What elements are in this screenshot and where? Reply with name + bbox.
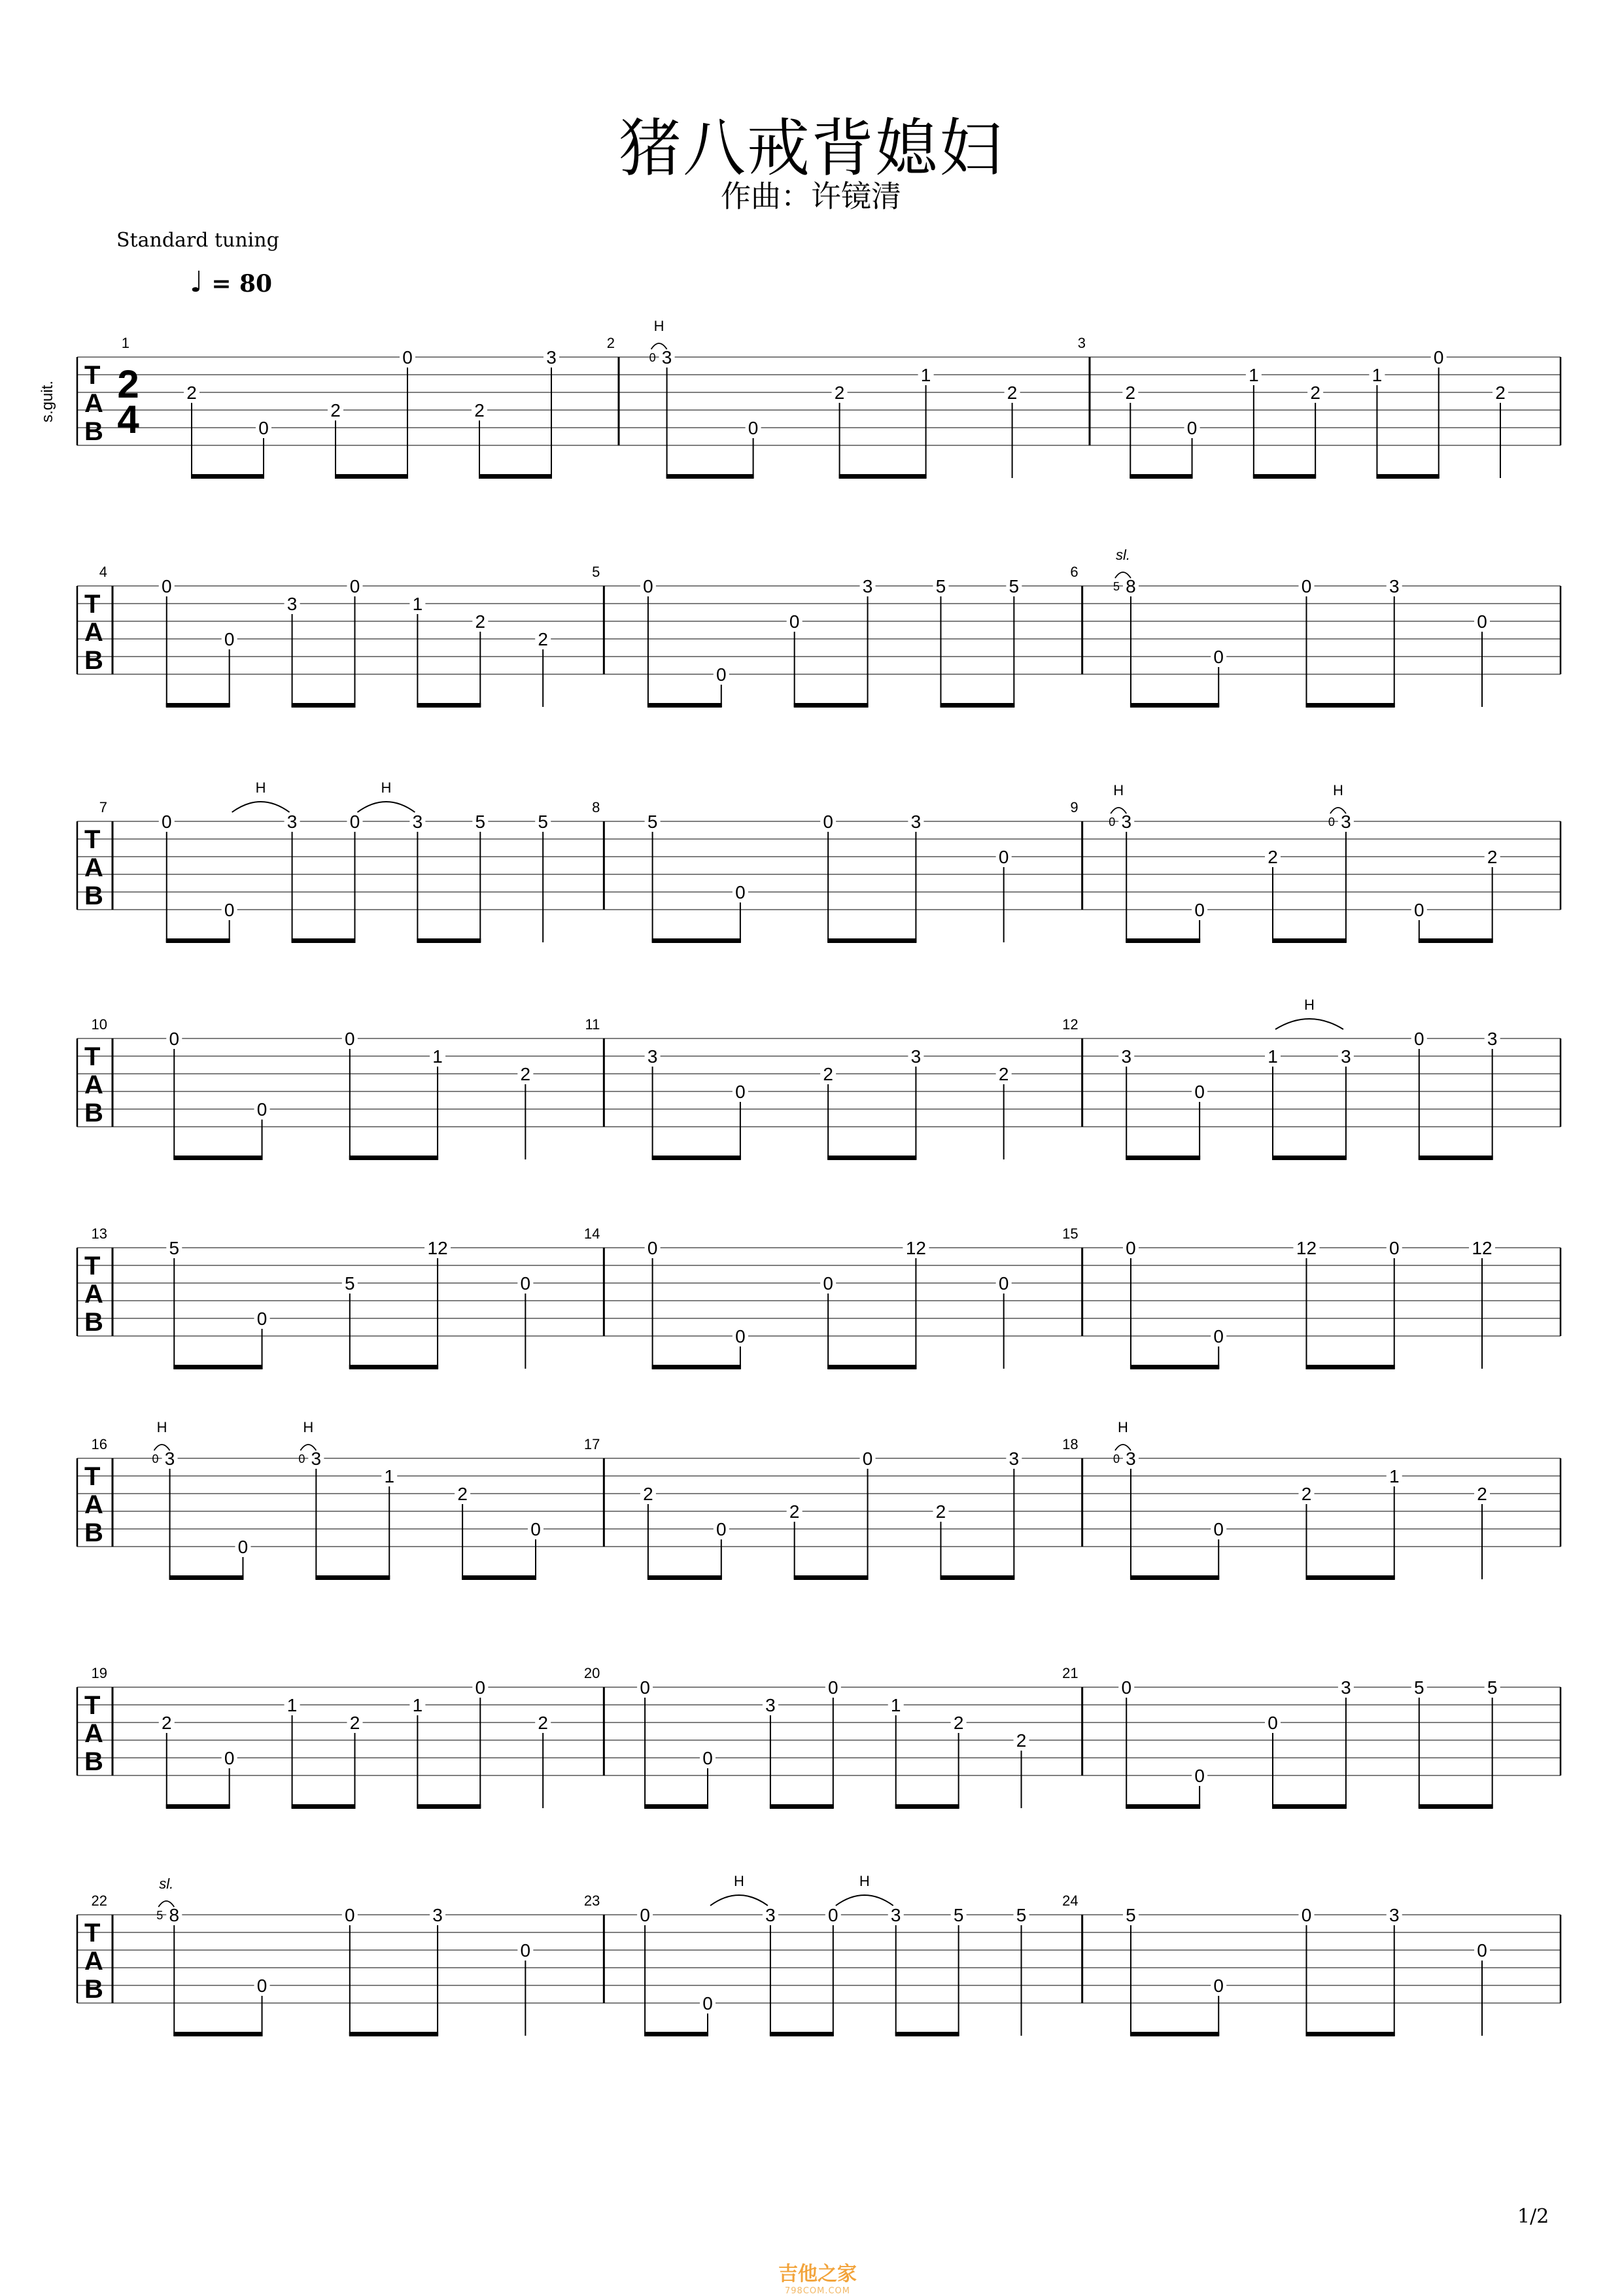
tab-clef-a: A	[84, 1947, 103, 1976]
fret-number: 3	[432, 1905, 443, 1925]
fret-number: 0	[716, 664, 727, 685]
note-beam	[770, 1804, 834, 1809]
fret-number: 1	[920, 365, 931, 385]
fret-number: 2	[520, 1064, 531, 1084]
note-beam	[827, 1156, 916, 1160]
note-beam	[770, 2032, 834, 2036]
watermark-text: 吉他之家	[778, 2263, 857, 2286]
fret-number: 3	[1341, 812, 1351, 832]
hammer-on-arc	[357, 802, 415, 812]
fret-number: 0	[1194, 1766, 1205, 1786]
tab-clef-a: A	[84, 853, 103, 882]
measure-number: 15	[1062, 1225, 1078, 1242]
fret-number: 1	[286, 1695, 298, 1715]
instrument-label: s.guit.	[39, 380, 56, 423]
note-beam	[349, 1365, 438, 1369]
quarter-note-icon: ♩	[190, 266, 203, 299]
fret-number: 0	[640, 1905, 650, 1925]
fret-number: 3	[286, 812, 298, 832]
measure-number: 9	[1070, 799, 1078, 815]
tab-clef-a: A	[84, 1490, 103, 1519]
note-beam	[666, 474, 754, 479]
tab-clef-t: T	[84, 1252, 101, 1280]
fret-number: 5	[169, 1238, 180, 1258]
page-number: 1/2	[1517, 2205, 1549, 2228]
fret-number: 2	[953, 1713, 964, 1733]
measure-number: 22	[91, 1893, 107, 1909]
fret-number: 0	[224, 900, 235, 920]
fret-number: 8	[169, 1905, 180, 1925]
fret-number: 3	[1126, 1448, 1136, 1469]
fret-number: 0	[402, 347, 413, 368]
note-beam	[1305, 1365, 1394, 1369]
fret-number: 0	[256, 1309, 267, 1329]
fret-number: 3	[286, 594, 298, 614]
composer-credit: 作曲：许镜清	[721, 179, 901, 214]
note-beam	[173, 2032, 262, 2036]
tab-clef-b: B	[84, 646, 103, 675]
note-beam	[827, 1365, 916, 1369]
note-beam	[292, 703, 356, 708]
note-beam	[1130, 1575, 1219, 1580]
fret-number: 2	[1487, 847, 1498, 867]
fret-number: 5	[538, 812, 548, 832]
note-beam	[940, 703, 1014, 708]
fret-number: 0	[702, 1993, 713, 2013]
fret-number: 5	[647, 812, 658, 832]
fret-number: 1	[1372, 365, 1383, 385]
fret-number: 0	[998, 1273, 1009, 1294]
measure-number: 2	[606, 335, 615, 351]
note-beam	[794, 703, 869, 708]
fret-number: 0	[735, 882, 746, 902]
fret-number: 2	[823, 1064, 833, 1084]
fret-number: 2	[1007, 383, 1018, 403]
tab-clef-t: T	[84, 1691, 101, 1720]
fret-number: 3	[1341, 1046, 1351, 1067]
grace-fret: 0	[1328, 815, 1335, 829]
note-beam	[940, 1575, 1014, 1580]
measure-number: 20	[583, 1665, 600, 1681]
fret-number: 0	[349, 812, 360, 832]
fret-number: 2	[789, 1501, 800, 1522]
fret-number: 0	[828, 1905, 838, 1925]
tempo-value: = 80	[211, 270, 273, 298]
fret-number: 1	[412, 1695, 423, 1715]
technique-label: sl.	[159, 1876, 174, 1892]
fret-number: 3	[910, 1046, 922, 1067]
fret-number: 0	[1186, 418, 1198, 438]
fret-number: 1	[432, 1046, 443, 1067]
fret-number: 0	[1413, 1029, 1424, 1049]
technique-label: H	[1113, 782, 1124, 798]
hammer-on-arc	[232, 802, 290, 812]
note-beam	[1272, 1156, 1347, 1160]
fret-number: 0	[1268, 1713, 1278, 1733]
note-beam	[644, 2032, 708, 2036]
fret-number: 2	[935, 1501, 946, 1522]
fret-number: 1	[890, 1695, 901, 1715]
note-beam	[1419, 1156, 1493, 1160]
fret-number: 3	[546, 347, 557, 368]
fret-number: 5	[475, 812, 486, 832]
measure-number: 14	[583, 1225, 600, 1242]
tuning-label: Standard tuning	[116, 229, 279, 252]
note-beam	[644, 1804, 708, 1809]
fret-number: 0	[702, 1748, 713, 1768]
fret-number: 2	[834, 383, 845, 403]
fret-number: 0	[256, 1099, 267, 1120]
fret-number: 2	[186, 383, 197, 403]
note-beam	[1305, 2032, 1394, 2036]
fret-number: 2	[330, 400, 341, 420]
watermark-domain: 798COM.COM	[785, 2286, 850, 2296]
fret-number: 0	[862, 1448, 873, 1469]
note-beam	[1272, 1804, 1347, 1809]
measure-number: 17	[583, 1436, 600, 1452]
fret-number: 5	[1016, 1905, 1027, 1925]
note-beam	[417, 1804, 481, 1809]
technique-label: H	[859, 1873, 870, 1889]
fret-number: 0	[345, 1905, 355, 1925]
technique-label: H	[156, 1419, 167, 1435]
fret-number: 0	[1213, 1519, 1224, 1539]
measure-number: 3	[1077, 335, 1086, 351]
note-beam	[895, 2032, 959, 2036]
fret-number: 0	[735, 1082, 746, 1102]
fret-number: 0	[237, 1537, 249, 1557]
technique-label: H	[381, 780, 392, 796]
fret-number: 0	[1477, 1940, 1487, 1961]
fret-number: 0	[640, 1677, 650, 1698]
time-signature-bottom: 4	[117, 398, 139, 441]
fret-number: 0	[1213, 1326, 1224, 1346]
fret-number: 1	[1268, 1046, 1278, 1067]
fret-number: 0	[475, 1677, 486, 1698]
tab-clef-a: A	[84, 1071, 103, 1099]
technique-label: H	[255, 780, 266, 796]
fret-number: 0	[1194, 900, 1205, 920]
measure-number: 11	[585, 1016, 600, 1033]
note-beam	[349, 1156, 438, 1160]
fret-number: 0	[1301, 1905, 1312, 1925]
note-beam	[479, 474, 552, 479]
fret-number: 0	[828, 1677, 838, 1698]
fret-number: 0	[998, 847, 1009, 867]
fret-number: 0	[256, 1976, 267, 1996]
note-beam	[292, 1804, 356, 1809]
note-beam	[1376, 474, 1439, 479]
fret-number: 0	[520, 1940, 531, 1961]
fret-number: 3	[765, 1695, 776, 1715]
fret-number: 2	[457, 1484, 468, 1504]
note-beam	[349, 2032, 438, 2036]
tab-clef-a: A	[84, 1719, 103, 1748]
fret-number: 5	[1487, 1677, 1498, 1698]
fret-number: 2	[1125, 383, 1136, 403]
tab-clef-t: T	[84, 1919, 101, 1947]
fret-number: 2	[1268, 847, 1278, 867]
note-beam	[173, 1156, 262, 1160]
technique-label: H	[734, 1873, 744, 1889]
fret-number: 0	[349, 576, 360, 596]
tab-clef-t: T	[84, 1462, 101, 1491]
note-beam	[1272, 938, 1347, 943]
note-beam	[1305, 1575, 1394, 1580]
note-beam	[1419, 1804, 1493, 1809]
note-beam	[191, 474, 264, 479]
measure-number: 4	[99, 564, 107, 580]
measure-number: 1	[121, 335, 129, 351]
technique-label: H	[1304, 997, 1315, 1013]
fret-number: 0	[530, 1519, 541, 1539]
fret-number: 2	[1495, 383, 1506, 403]
fret-number: 2	[538, 1713, 548, 1733]
tab-clef-a: A	[84, 1280, 103, 1309]
fret-number: 12	[1296, 1238, 1317, 1258]
fret-number: 0	[789, 611, 800, 632]
note-beam	[166, 703, 230, 708]
fret-number: 3	[1487, 1029, 1498, 1049]
fret-number: 0	[161, 576, 172, 596]
fret-number: 8	[1126, 576, 1136, 596]
tab-clef-a: A	[84, 389, 103, 418]
measure-number: 16	[91, 1436, 107, 1452]
measure-number: 12	[1062, 1016, 1078, 1033]
note-beam	[173, 1365, 262, 1369]
note-beam	[827, 938, 916, 943]
grace-fret: 0	[1113, 1452, 1120, 1465]
grace-fret: 5	[1113, 580, 1120, 593]
fret-number: 5	[345, 1273, 355, 1294]
fret-number: 1	[412, 594, 423, 614]
fret-number: 2	[349, 1713, 360, 1733]
note-beam	[647, 1575, 722, 1580]
fret-number: 3	[1389, 1905, 1400, 1925]
fret-number: 0	[647, 1238, 658, 1258]
fret-number: 1	[384, 1466, 395, 1486]
tab-clef-t: T	[84, 590, 101, 619]
grace-fret: 0	[298, 1452, 305, 1465]
note-beam	[1130, 474, 1192, 479]
tab-clef-b: B	[84, 1099, 103, 1127]
tab-clef-b: B	[84, 1518, 103, 1547]
tab-clef-b: B	[84, 417, 103, 446]
grace-fret: 0	[152, 1452, 159, 1465]
tab-clef-t: T	[84, 825, 101, 854]
tab-clef-b: B	[84, 1308, 103, 1337]
technique-label: H	[1332, 782, 1343, 798]
fret-number: 3	[164, 1448, 175, 1469]
fret-number: 12	[905, 1238, 926, 1258]
note-beam	[166, 1804, 230, 1809]
fret-number: 0	[224, 1748, 235, 1768]
time-signature-top: 2	[117, 362, 139, 406]
note-beam	[462, 1575, 536, 1580]
measure-number: 24	[1062, 1893, 1078, 1909]
measure-number: 23	[583, 1893, 600, 1909]
fret-number: 2	[538, 629, 548, 649]
fret-number: 3	[1341, 1677, 1351, 1698]
fret-number: 0	[1126, 1238, 1136, 1258]
grace-fret: 5	[156, 1909, 164, 1922]
note-beam	[166, 938, 230, 943]
measure-number: 19	[91, 1665, 107, 1681]
note-beam	[895, 1804, 959, 1809]
fret-number: 3	[311, 1448, 322, 1469]
fret-number: 0	[643, 576, 653, 596]
grace-fret: 0	[649, 351, 656, 364]
fret-number: 3	[647, 1046, 658, 1067]
tab-clef-a: A	[84, 618, 103, 647]
measure-number: 7	[99, 799, 107, 815]
fret-number: 3	[765, 1905, 776, 1925]
note-beam	[1130, 2032, 1219, 2036]
fret-number: 0	[520, 1273, 531, 1294]
fret-number: 5	[935, 576, 946, 596]
fret-number: 1	[1389, 1466, 1400, 1486]
tab-clef-b: B	[84, 1975, 103, 2004]
note-beam	[1419, 938, 1493, 943]
fret-number: 3	[1389, 576, 1400, 596]
fret-number: 5	[1413, 1677, 1424, 1698]
fret-number: 2	[161, 1713, 172, 1733]
note-beam	[315, 1575, 390, 1580]
measure-number: 5	[592, 564, 600, 580]
measure-number: 10	[91, 1016, 107, 1033]
fret-number: 3	[910, 812, 922, 832]
measure-number: 18	[1062, 1436, 1078, 1452]
fret-number: 2	[475, 611, 486, 632]
note-beam	[1253, 474, 1316, 479]
note-beam	[652, 1156, 741, 1160]
note-beam	[1126, 938, 1200, 943]
fret-number: 2	[1016, 1730, 1027, 1751]
fret-number: 0	[1477, 611, 1487, 632]
fret-number: 2	[998, 1064, 1009, 1084]
fret-number: 2	[1310, 383, 1320, 403]
fret-number: 0	[716, 1519, 727, 1539]
fret-number: 0	[224, 629, 235, 649]
fret-number: 5	[1009, 576, 1020, 596]
hammer-on-arc	[836, 1895, 893, 1906]
tab-clef-t: T	[84, 1042, 101, 1071]
technique-label: H	[653, 318, 664, 334]
fret-number: 0	[1413, 900, 1424, 920]
technique-label: H	[303, 1419, 314, 1435]
fret-number: 12	[427, 1238, 448, 1258]
fret-number: 0	[161, 812, 172, 832]
fret-number: 2	[1477, 1484, 1487, 1504]
grace-fret: 0	[1109, 815, 1116, 829]
measure-number: 21	[1062, 1665, 1078, 1681]
hammer-on-arc	[1275, 1019, 1343, 1029]
technique-label: sl.	[1115, 547, 1130, 563]
measure-number: 13	[91, 1225, 107, 1242]
fret-number: 0	[1433, 347, 1444, 368]
fret-number: 3	[661, 347, 672, 368]
note-beam	[794, 1575, 869, 1580]
fret-number: 3	[412, 812, 423, 832]
measure-number: 6	[1070, 564, 1078, 580]
note-beam	[417, 938, 481, 943]
note-beam	[169, 1575, 244, 1580]
tab-clef-t: T	[84, 361, 101, 390]
fret-number: 2	[474, 400, 485, 420]
fret-number: 0	[735, 1326, 746, 1346]
fret-number: 0	[1301, 576, 1312, 596]
fret-number: 5	[1126, 1905, 1136, 1925]
fret-number: 0	[345, 1029, 355, 1049]
fret-number: 0	[258, 418, 269, 438]
fret-number: 0	[1121, 1677, 1132, 1698]
note-beam	[335, 474, 408, 479]
score-title: 猪八戒背媳妇	[619, 112, 1003, 185]
fret-number: 2	[643, 1484, 653, 1504]
fret-number: 0	[1194, 1082, 1205, 1102]
note-beam	[1126, 1804, 1200, 1809]
fret-number: 0	[169, 1029, 180, 1049]
fret-number: 3	[890, 1905, 901, 1925]
note-beam	[652, 938, 741, 943]
note-beam	[1130, 1365, 1219, 1369]
fret-number: 0	[1213, 1976, 1224, 1996]
fret-number: 5	[953, 1905, 964, 1925]
note-beam	[292, 938, 356, 943]
note-beam	[647, 703, 722, 708]
tab-clef-b: B	[84, 1747, 103, 1776]
fret-number: 0	[748, 418, 759, 438]
measure-number: 8	[592, 799, 600, 815]
site-watermark	[759, 2257, 876, 2296]
note-beam	[839, 474, 927, 479]
fret-number: 0	[1213, 647, 1224, 667]
fret-number: 0	[823, 1273, 833, 1294]
note-beam	[1130, 703, 1219, 708]
fret-number: 3	[862, 576, 873, 596]
note-beam	[652, 1365, 741, 1369]
fret-number: 12	[1472, 1238, 1493, 1258]
fret-number: 3	[1121, 1046, 1132, 1067]
fret-number: 0	[823, 812, 833, 832]
fret-number: 0	[1389, 1238, 1400, 1258]
fret-number: 2	[1301, 1484, 1312, 1504]
hammer-on-arc	[710, 1895, 768, 1906]
note-beam	[417, 703, 481, 708]
technique-label: H	[1118, 1419, 1128, 1435]
note-beam	[1126, 1156, 1200, 1160]
fret-number: 3	[1121, 812, 1132, 832]
fret-number: 1	[1249, 365, 1259, 385]
note-beam	[1305, 703, 1394, 708]
tab-clef-b: B	[84, 882, 103, 910]
fret-number: 3	[1009, 1448, 1020, 1469]
